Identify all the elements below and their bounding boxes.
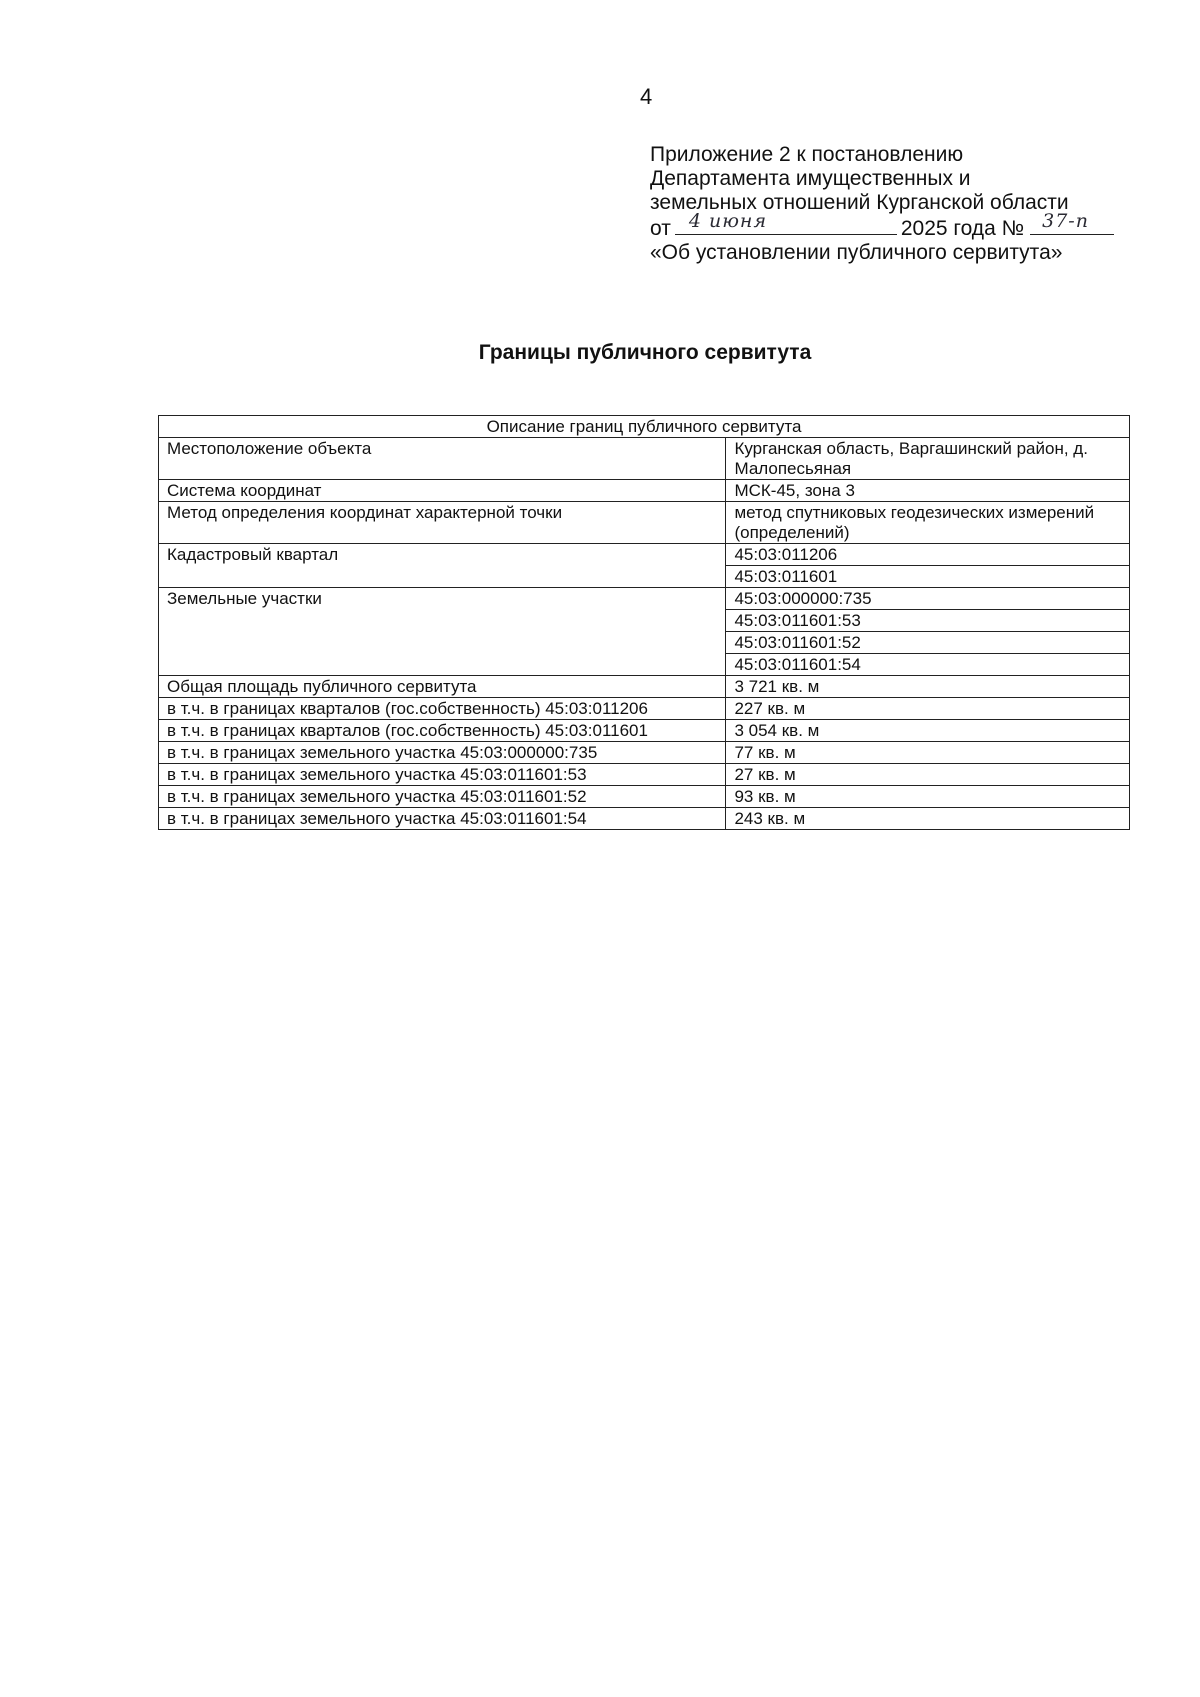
annex-line-2: Департамента имущественных и <box>650 167 971 190</box>
quarter-value: 45:03:011601 <box>726 566 1130 588</box>
table-row <box>159 502 1130 544</box>
parcels-label: Земельные участки <box>159 588 726 676</box>
servitude-boundaries-table <box>158 415 1130 830</box>
table-row <box>159 786 1130 808</box>
table-header-row <box>159 416 1130 438</box>
table-row <box>159 742 1130 764</box>
method-label: Метод определения координат характерной точки <box>159 502 726 544</box>
quarter-label: Кадастровый квартал <box>159 544 726 588</box>
area-label: в т.ч. в границах земельного участка 45:03:000000:735 <box>159 742 726 764</box>
area-value: 77 кв. м <box>726 742 1130 764</box>
table-row <box>159 480 1130 502</box>
area-label: в т.ч. в границах земельного участка 45:03:011601:52 <box>159 786 726 808</box>
parcel-value: 45:03:000000:735 <box>726 588 1130 610</box>
area-label: Общая площадь публичного сервитута <box>159 676 726 698</box>
table-row <box>159 764 1130 786</box>
coord-system-value: МСК-45, зона 3 <box>726 480 1130 502</box>
area-value: 93 кв. м <box>726 786 1130 808</box>
table-row <box>159 544 1130 566</box>
parcel-value: 45:03:011601:53 <box>726 610 1130 632</box>
page-number: 4 <box>640 84 653 109</box>
area-value: 3 721 кв. м <box>726 676 1130 698</box>
annex-year-text: 2025 года № <box>900 217 1025 240</box>
area-label: в т.ч. в границах кварталов (гос.собственность) 45:03:011601 <box>159 720 726 742</box>
method-value: метод спутниковых геодезических измерений (определений) <box>726 502 1130 544</box>
location-label: Местоположение объекта <box>159 438 726 480</box>
area-value: 3 054 кв. м <box>726 720 1130 742</box>
table-row <box>159 808 1130 830</box>
table-row <box>159 676 1130 698</box>
area-value: 27 кв. м <box>726 764 1130 786</box>
document-title: Границы публичного сервитута <box>478 341 812 364</box>
date-fill-line <box>675 210 897 235</box>
location-value: Курганская область, Варгашинский район, д. Малопесьяная <box>726 438 1130 480</box>
table-row <box>159 438 1130 480</box>
number-fill-line <box>1030 210 1114 235</box>
area-label: в т.ч. в границах кварталов (гос.собственность) 45:03:011206 <box>159 698 726 720</box>
annex-line-5: «Об установлении публичного сервитута» <box>650 241 1063 264</box>
quarter-value: 45:03:011206 <box>726 544 1130 566</box>
parcel-value: 45:03:011601:54 <box>726 654 1130 676</box>
area-label: в т.ч. в границах земельного участка 45:03:011601:53 <box>159 764 726 786</box>
annex-line-date <box>650 210 1114 241</box>
table-row <box>159 698 1130 720</box>
annex-block <box>650 143 1114 265</box>
table-header: Описание границ публичного сервитута <box>159 416 1130 438</box>
coord-system-label: Система координат <box>159 480 726 502</box>
table-row <box>159 588 1130 610</box>
table-row <box>159 720 1130 742</box>
area-value: 227 кв. м <box>726 698 1130 720</box>
area-label: в т.ч. в границах земельного участка 45:03:011601:54 <box>159 808 726 830</box>
handwritten-number: 37-п <box>1042 210 1089 232</box>
parcel-value: 45:03:011601:52 <box>726 632 1130 654</box>
area-value: 243 кв. м <box>726 808 1130 830</box>
annex-line-3: земельных отношений Курганской области <box>650 191 1069 214</box>
annex-line-1: Приложение 2 к постановлению <box>650 143 964 166</box>
annex-from-label: от <box>650 217 671 240</box>
handwritten-date: 4 июня <box>688 210 768 232</box>
